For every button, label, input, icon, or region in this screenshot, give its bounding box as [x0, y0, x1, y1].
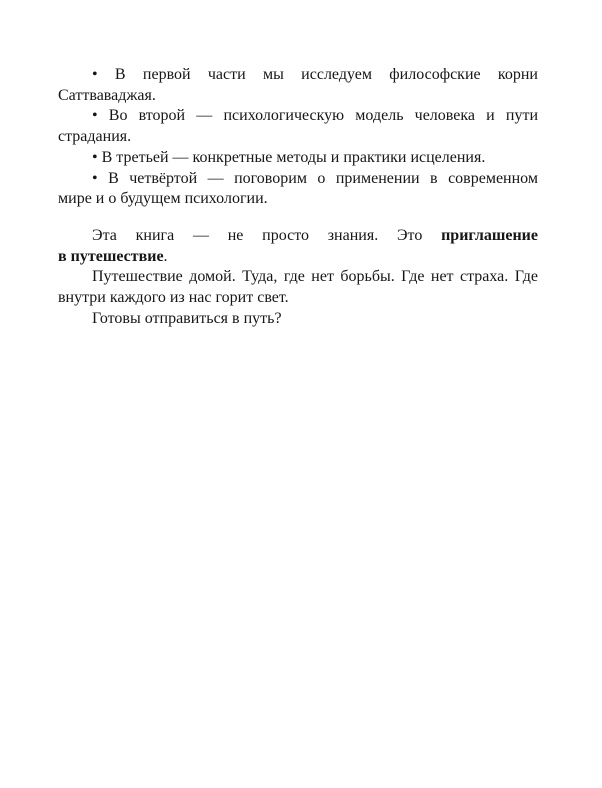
text-segment: внутри каждого из нас горит свет.: [58, 289, 289, 307]
text-segment: В четвёртой — поговорим о применении в современном: [108, 169, 538, 187]
bold-text-segment: в путешествие: [58, 247, 164, 265]
bullet-marker: •: [92, 148, 102, 166]
text-line: [58, 127, 538, 148]
text-content: [58, 65, 538, 329]
paragraph-invitation: [58, 226, 538, 267]
bullet-item-part-1: [58, 65, 538, 106]
bullet-item-part-2: [58, 106, 538, 147]
text-segment: .: [163, 247, 168, 265]
text-line: [58, 65, 538, 86]
text-line: [58, 226, 538, 247]
text-line: [58, 148, 538, 169]
text-line: [58, 288, 538, 309]
bullet-marker: •: [92, 169, 109, 187]
text-line: [58, 247, 538, 268]
bullet-item-part-4: [58, 169, 538, 210]
bullet-item-part-3: [58, 148, 538, 169]
text-segment: Готовы отправиться в путь?: [92, 309, 282, 327]
text-segment: В третьей — конкретные методы и практики исцеления.: [101, 148, 486, 166]
paragraph-journey-home: [58, 267, 538, 308]
text-segment: Путешествие домой. Туда, где нет борьбы. Где нет страха. Где: [92, 268, 538, 286]
text-line: [58, 106, 538, 127]
text-segment: Во второй — психологическую модель человека и пути: [108, 107, 539, 125]
bullet-marker: •: [92, 66, 115, 83]
text-line: [58, 267, 538, 288]
text-segment: Эта книга — не просто знания. Это: [92, 226, 442, 244]
bold-text-segment: приглашение: [441, 226, 538, 244]
bullet-marker: •: [92, 107, 109, 125]
text-segment: страдания.: [58, 128, 132, 146]
text-segment: В первой части мы исследуем философские корни: [114, 66, 538, 83]
text-segment: мире и о будущем психологии.: [58, 190, 268, 208]
text-line: [58, 169, 538, 190]
text-line: [58, 189, 538, 210]
text-line: [58, 86, 538, 107]
paragraph-question: [58, 309, 538, 330]
text-line: [58, 309, 538, 330]
text-segment: Саттваваджая.: [58, 86, 156, 104]
